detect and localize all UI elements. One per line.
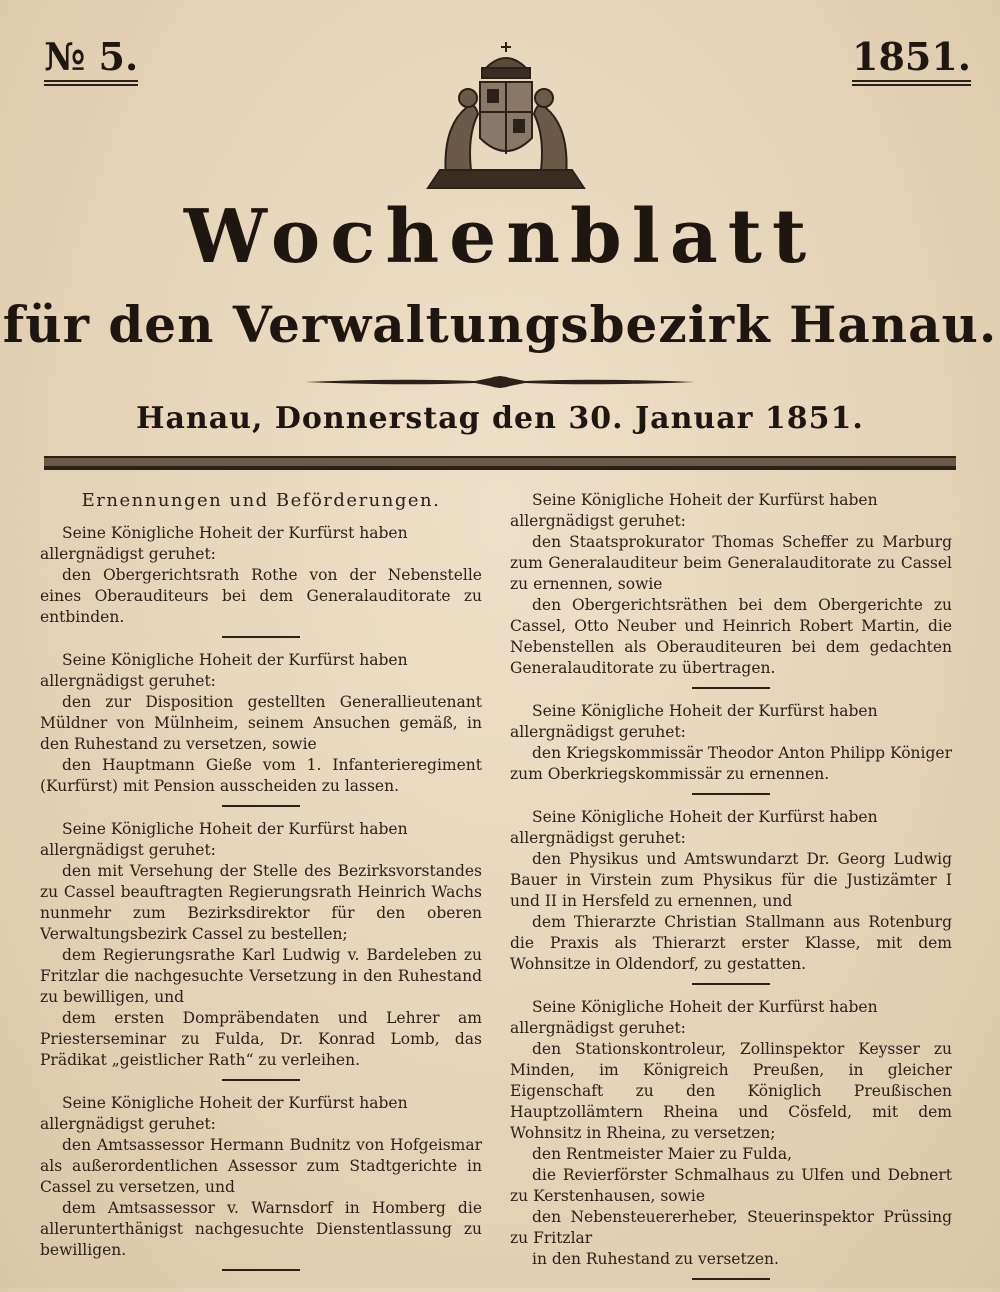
announcement-item: den Kriegskommissär Theodor Anton Philipp Königer zum Oberkriegskommissär zu ernennen. (510, 744, 952, 783)
issue-year: 1851. (852, 36, 971, 86)
block-divider (692, 687, 770, 689)
header-rule (44, 456, 956, 470)
dateline: Hanau, Donnerstag den 30. Januar 1851. (136, 401, 864, 436)
announcement-block (40, 1093, 482, 1271)
block-divider (222, 1269, 300, 1271)
block-divider (222, 636, 300, 638)
announcement-lead: Seine Königliche Hoheit der Kurfürst haben allergnädigst geruhet: (510, 808, 878, 847)
block-divider (692, 793, 770, 795)
announcement-lead: Seine Königliche Hoheit der Kurfürst haben allergnädigst geruhet: (40, 524, 408, 563)
announcement-block (510, 490, 952, 689)
announcement-lead: Seine Königliche Hoheit der Kurfürst haben allergnädigst geruhet: (510, 491, 878, 530)
announcement-block (510, 701, 952, 795)
announcement-lead: Seine Königliche Hoheit der Kurfürst haben allergnädigst geruhet: (40, 651, 408, 690)
announcement-item: den Obergerichtsrath Rothe von der Nebenstelle eines Oberauditeurs bei dem Generalauditorate zu entbinden. (40, 566, 482, 626)
announcement-block (40, 819, 482, 1081)
coat-of-arms-icon (422, 38, 590, 198)
announcement-block (510, 997, 952, 1280)
announcement-item: den Physikus und Amtswundarzt Dr. Georg Ludwig Bauer in Virstein zum Physikus für die Justizämter I und II in Hersfeld zu ernennen, und (510, 850, 952, 910)
block-divider (222, 1079, 300, 1081)
announcement-item: dem Thierarzte Christian Stallmann aus Rotenburg die Praxis als Thierarzt erster Klasse, mit dem Wohnsitze in Oldendorf, zu gestatten. (510, 913, 952, 973)
announcement-item: den Hauptmann Gieße vom 1. Infanterieregiment (Kurfürst) mit Pension ausscheiden zu lassen. (40, 756, 482, 795)
newspaper-title: Wochenblatt (183, 194, 817, 280)
block-divider (222, 805, 300, 807)
announcement-item: die Revierförster Schmalhaus zu Ulfen und Debnert zu Kerstenhausen, sowie (510, 1166, 952, 1205)
announcement-lead: Seine Königliche Hoheit der Kurfürst haben allergnädigst geruhet: (510, 702, 878, 741)
issue-number: № 5. (44, 36, 138, 86)
announcement-lead: Seine Königliche Hoheit der Kurfürst haben allergnädigst geruhet: (510, 998, 878, 1037)
announcement-item: den Obergerichtsräthen bei dem Obergerichte zu Cassel, Otto Neuber und Heinrich Robert Martin, die Nebenstellen als Oberauditeuren bei dem gedachten Generalauditorate zu übertragen. (510, 596, 952, 677)
announcement-item: den Rentmeister Maier zu Fulda, (532, 1145, 793, 1163)
ornament-divider (305, 372, 695, 392)
announcement-item: den Stationskontroleur, Zollinspektor Keysser zu Minden, im Königreich Preußen, in gleicher Eigenschaft zu den Königlich Preußischen Hauptzollämtern Rheina und Cösfeld, mit dem Wohnsitz in Rheina, zu versetzen; (510, 1040, 952, 1142)
announcement-lead: Seine Königliche Hoheit der Kurfürst haben allergnädigst geruhet: (40, 1094, 408, 1133)
announcement-item: dem Regierungsrathe Karl Ludwig v. Bardeleben zu Fritzlar die nachgesuchte Versetzung in den Ruhestand zu bewilligen, und (40, 946, 482, 1006)
announcement-item: in den Ruhestand zu versetzen. (532, 1250, 779, 1268)
announcement-lead: Seine Königliche Hoheit der Kurfürst haben allergnädigst geruhet: (40, 820, 408, 859)
announcement-block (40, 650, 482, 807)
announcement-item: den Amtsassessor Hermann Budnitz von Hofgeismar als außerordentlichen Assessor zum Stadtgerichte in Cassel zu versetzen, und (40, 1136, 482, 1196)
announcement-item: den Staatsprokurator Thomas Scheffer zu Marburg zum Generalauditeur beim Generalauditorate zu Cassel zu ernennen, sowie (510, 533, 952, 593)
left-column (40, 490, 482, 1283)
section-heading: Ernennungen und Beförderungen. (81, 490, 441, 511)
block-divider (692, 1278, 770, 1280)
announcement-item: dem ersten Dompräbendaten und Lehrer am Priesterseminar zu Fulda, Dr. Konrad Lomb, das Prädikat „geistlicher Rath“ zu verleihen. (40, 1009, 482, 1069)
announcement-block (40, 523, 482, 638)
newspaper-subtitle: für den Verwaltungsbezirk Hanau. (2, 295, 998, 354)
announcement-block (510, 807, 952, 985)
right-column (510, 490, 952, 1292)
announcement-item: den zur Disposition gestellten Generallieutenant Müldner von Mülnheim, seinem Ansuchen gemäß, in den Ruhestand zu versetzen, sowie (40, 693, 482, 753)
announcement-item: den Nebensteuererheber, Steuerinspektor Prüssing zu Fritzlar (510, 1208, 952, 1247)
announcement-item: den mit Versehung der Stelle des Bezirksvorstandes zu Cassel beauftragten Regierungsrath Heinrich Wachs nunmehr zum Bezirksdirektor für den oberen Verwaltungsbezirk Cassel zu bestellen; (40, 862, 482, 943)
block-divider (692, 983, 770, 985)
announcement-item: dem Amtsassessor v. Warnsdorf in Homberg die allerunterthänigst nachgesuchte Dienstentlassung zu bewilligen. (40, 1199, 482, 1259)
